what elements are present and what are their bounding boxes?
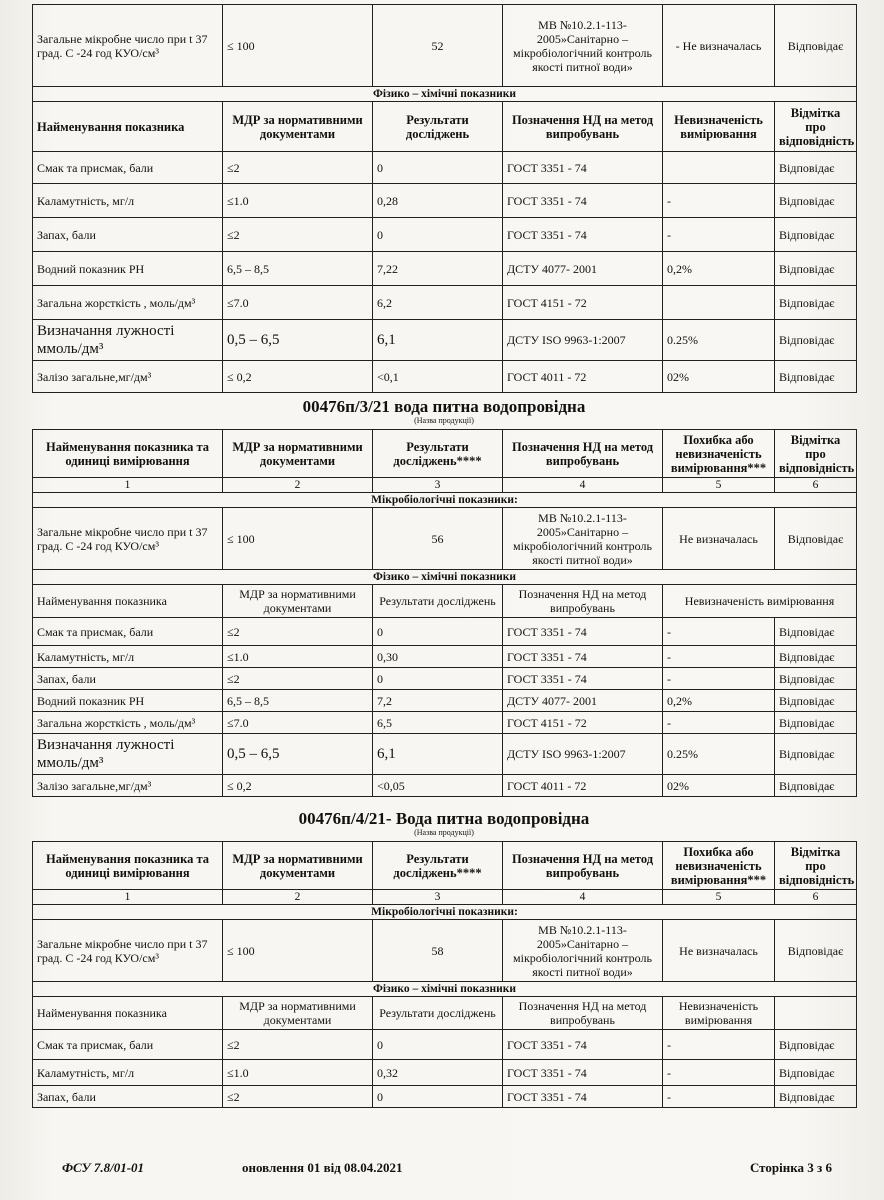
block1-table (32, 4, 857, 393)
table-row (33, 920, 857, 982)
cell: ДСТУ 4077- 2001 (503, 252, 663, 286)
cell: 0 (373, 618, 503, 646)
table-row (33, 152, 857, 184)
cell: Смак та присмак, бали (33, 152, 223, 184)
header-row (33, 430, 857, 478)
cell: ≤2 (223, 618, 373, 646)
cell: - (663, 646, 775, 668)
cell-result: 52 (373, 5, 503, 87)
cell: Відповідає (775, 712, 857, 734)
cell: 0,32 (373, 1060, 503, 1086)
cell: Відповідає (775, 734, 857, 775)
cell: Відповідає (775, 1030, 857, 1060)
header-cell: Результати досліджень (373, 102, 503, 152)
table-row (33, 1060, 857, 1086)
cell: - (663, 712, 775, 734)
cell: Запах, бали (33, 218, 223, 252)
cell-result: 56 (373, 508, 503, 570)
column-number: 4 (503, 890, 663, 905)
cell: 0,5 – 6,5 (223, 734, 373, 775)
cell: 6,1 (373, 320, 503, 361)
header-cell: Невизначеність вимірювання (663, 997, 775, 1030)
cell-result: 58 (373, 920, 503, 982)
cell: ГОСТ 3351 - 74 (503, 1030, 663, 1060)
cell: ≤2 (223, 218, 373, 252)
header-cell: Результати досліджень**** (373, 430, 503, 478)
header-row (33, 585, 857, 618)
cell: - (663, 184, 775, 218)
table-row (33, 734, 857, 775)
cell: Відповідає (775, 690, 857, 712)
cell: 6,5 (373, 712, 503, 734)
table-row (33, 361, 857, 393)
cell: Відповідає (775, 646, 857, 668)
cell: Відповідає (775, 1060, 857, 1086)
table-row (33, 286, 857, 320)
cell-name: Загальне мікробне число при t 37 град. С -24 год КУО/см³ (33, 920, 223, 982)
cell: ГОСТ 3351 - 74 (503, 618, 663, 646)
cell: ДСТУ ISO 9963-1:2007 (503, 320, 663, 361)
cell: Запах, бали (33, 1086, 223, 1108)
cell: Смак та присмак, бали (33, 1030, 223, 1060)
cell: - (663, 1086, 775, 1108)
table-row (33, 184, 857, 218)
cell: Каламутність, мг/л (33, 1060, 223, 1086)
cell: Відповідає (775, 668, 857, 690)
table-row (33, 690, 857, 712)
cell-name: Загальне мікробне число при t 37 град. С -24 год КУО/см³ (33, 508, 223, 570)
cell: ≤1.0 (223, 184, 373, 218)
product-title: 00476п/3/21 вода питна водопровідна (302, 397, 586, 416)
cell: 0,28 (373, 184, 503, 218)
form-code: ФСУ 7.8/01-01 (62, 1160, 145, 1175)
update-info: оновлення 01 від 08.04.2021 (242, 1160, 403, 1175)
cell: - (663, 1060, 775, 1086)
cell: 02% (663, 775, 775, 797)
column-number: 2 (223, 478, 373, 493)
cell-norm: ≤ 100 (223, 5, 373, 87)
table-row (33, 5, 857, 87)
cell-method: МВ №10.2.1-113-2005»Санітарно – мікробіологічний контроль якості питної води» (503, 508, 663, 570)
column-number: 1 (33, 890, 223, 905)
header-cell: Найменування показника (33, 102, 223, 152)
table-row (33, 218, 857, 252)
cell: ГОСТ 3351 - 74 (503, 184, 663, 218)
header-cell: Найменування показника (33, 585, 223, 618)
header-cell: Похибка або невизначеність вимірювання*** (663, 430, 775, 478)
product-subtitle: (Назва продукції) (414, 828, 474, 837)
header-cell: Позначення НД на метод випробувань (503, 102, 663, 152)
cell: ≤2 (223, 1086, 373, 1108)
header-cell: Результати досліджень (373, 585, 503, 618)
block2-table (32, 429, 857, 797)
cell: ≤7.0 (223, 712, 373, 734)
cell: Смак та присмак, бали (33, 618, 223, 646)
column-number: 5 (663, 890, 775, 905)
cell: ГОСТ 3351 - 74 (503, 152, 663, 184)
table-row (33, 1086, 857, 1108)
cell: Визначання лужності ммоль/дм³ (33, 734, 223, 775)
cell: 0 (373, 152, 503, 184)
section-heading: Мікробіологічні показники: (33, 905, 857, 920)
cell: ≤ 0,2 (223, 775, 373, 797)
column-numbers-row (33, 890, 857, 905)
cell: ГОСТ 3351 - 74 (503, 668, 663, 690)
cell: Залізо загальне,мг/дм³ (33, 775, 223, 797)
header-cell: Найменування показника та одиниці вимірювання (33, 430, 223, 478)
column-number: 4 (503, 478, 663, 493)
cell: ГОСТ 3351 - 74 (503, 1060, 663, 1086)
cell: 02% (663, 361, 775, 393)
cell: ≤ 0,2 (223, 361, 373, 393)
header-cell: Найменування показника (33, 997, 223, 1030)
cell-norm: ≤ 100 (223, 508, 373, 570)
column-number: 6 (775, 890, 857, 905)
cell: 0.25% (663, 734, 775, 775)
cell: ≤2 (223, 1030, 373, 1060)
cell: ≤2 (223, 152, 373, 184)
column-numbers-row (33, 478, 857, 493)
header-cell: Відмітка про відповідність (775, 430, 857, 478)
cell: ГОСТ 4011 - 72 (503, 775, 663, 797)
table-row (33, 320, 857, 361)
cell: Відповідає (775, 320, 857, 361)
header-cell: Найменування показника та одиниці вимірювання (33, 842, 223, 890)
column-number: 6 (775, 478, 857, 493)
section-heading: Фізико – хімічні показники (33, 982, 857, 997)
header-cell: Похибка або невизначеність вимірювання*** (663, 842, 775, 890)
header-cell: Відмітка про відповідність (775, 842, 857, 890)
header-cell: Позначення НД на метод випробувань (503, 997, 663, 1030)
section-heading: Мікробіологічні показники: (33, 493, 857, 508)
cell (663, 152, 775, 184)
header-cell: МДР за нормативними документами (223, 997, 373, 1030)
cell: ГОСТ 3351 - 74 (503, 646, 663, 668)
cell: 0,5 – 6,5 (223, 320, 373, 361)
cell: 0.25% (663, 320, 775, 361)
page-number: Сторінка 3 з 6 (749, 1160, 832, 1175)
column-number: 3 (373, 478, 503, 493)
cell: ГОСТ 3351 - 74 (503, 1086, 663, 1108)
cell: ≤1.0 (223, 646, 373, 668)
table-row (33, 712, 857, 734)
cell: Залізо загальне,мг/дм³ (33, 361, 223, 393)
column-number: 1 (33, 478, 223, 493)
header-row (33, 102, 857, 152)
cell: Відповідає (775, 152, 857, 184)
cell: 0 (373, 218, 503, 252)
cell: Відповідає (775, 218, 857, 252)
header-cell: Позначення НД на метод випробувань (503, 430, 663, 478)
header-cell: МДР за нормативними документами (223, 842, 373, 890)
table-row (33, 775, 857, 797)
header-cell: Невизначеність вимірювання (663, 585, 857, 618)
cell: Запах, бали (33, 668, 223, 690)
table-row (33, 508, 857, 570)
cell: - (663, 668, 775, 690)
table-row (33, 618, 857, 646)
cell: Відповідає (775, 361, 857, 393)
header-cell: Позначення НД на метод випробувань (503, 842, 663, 890)
cell: - (663, 1030, 775, 1060)
cell: Відповідає (775, 252, 857, 286)
cell: 6,5 – 8,5 (223, 690, 373, 712)
header-cell: МДР за нормативними документами (223, 430, 373, 478)
cell: 6,5 – 8,5 (223, 252, 373, 286)
table-row (33, 646, 857, 668)
column-number: 2 (223, 890, 373, 905)
header-row (33, 997, 857, 1030)
cell: Каламутність, мг/л (33, 646, 223, 668)
page-footer (62, 1160, 832, 1182)
cell: ДСТУ ISO 9963-1:2007 (503, 734, 663, 775)
cell-uncertainty: Не визначалась (663, 508, 775, 570)
cell-conformity: Відповідає (775, 920, 857, 982)
cell: 0,30 (373, 646, 503, 668)
cell: ≤1.0 (223, 1060, 373, 1086)
cell-uncertainty: Не визначалась (663, 920, 775, 982)
cell: 7,2 (373, 690, 503, 712)
cell: 6,1 (373, 734, 503, 775)
cell-method: МВ №10.2.1-113-2005»Санітарно – мікробіологічний контроль якості питної води» (503, 5, 663, 87)
cell-conformity: Відповідає (775, 508, 857, 570)
cell: Відповідає (775, 1086, 857, 1108)
cell (663, 286, 775, 320)
cell: Водний показник РН (33, 690, 223, 712)
header-cell: Невизначеність вимірювання (663, 102, 775, 152)
cell: 0 (373, 668, 503, 690)
cell-conformity: Відповідає (775, 5, 857, 87)
header-cell: Позначення НД на метод випробувань (503, 585, 663, 618)
cell: Відповідає (775, 775, 857, 797)
report-sheet (32, 4, 856, 1108)
cell: ≤7.0 (223, 286, 373, 320)
header-cell (775, 997, 857, 1030)
cell: - (663, 218, 775, 252)
table-row (33, 252, 857, 286)
cell: <0,1 (373, 361, 503, 393)
table-row (33, 668, 857, 690)
cell-name: Загальне мікробне число при t 37 град. С -24 год КУО/см³ (33, 5, 223, 87)
cell: 0,2% (663, 252, 775, 286)
header-cell: Результати досліджень (373, 997, 503, 1030)
product-subtitle: (Назва продукції) (414, 416, 474, 425)
header-cell: Результати досліджень**** (373, 842, 503, 890)
section-heading: Фізико – хімічні показники (33, 87, 857, 102)
cell: Відповідає (775, 618, 857, 646)
cell: ≤2 (223, 668, 373, 690)
cell-uncertainty: - Не визначалась (663, 5, 775, 87)
cell: Відповідає (775, 286, 857, 320)
column-number: 3 (373, 890, 503, 905)
cell: ГОСТ 4151 - 72 (503, 286, 663, 320)
cell: Загальна жорсткість , моль/дм³ (33, 712, 223, 734)
cell: 0 (373, 1030, 503, 1060)
cell: <0,05 (373, 775, 503, 797)
cell: ГОСТ 4011 - 72 (503, 361, 663, 393)
product-title: 00476п/4/21- Вода питна водопровідна (298, 809, 590, 828)
header-row (33, 842, 857, 890)
cell: 0 (373, 1086, 503, 1108)
section-heading: Фізико – хімічні показники (33, 570, 857, 585)
cell: 7,22 (373, 252, 503, 286)
cell: Відповідає (775, 184, 857, 218)
cell: Водний показник РН (33, 252, 223, 286)
header-cell: МДР за нормативними документами (223, 585, 373, 618)
cell: Визначання лужності ммоль/дм³ (33, 320, 223, 361)
table-row (33, 1030, 857, 1060)
cell: 0,2% (663, 690, 775, 712)
column-number: 5 (663, 478, 775, 493)
header-cell: МДР за нормативними документами (223, 102, 373, 152)
cell: ГОСТ 3351 - 74 (503, 218, 663, 252)
cell: - (663, 618, 775, 646)
header-cell: Відмітка про відповідність (775, 102, 857, 152)
cell: Каламутність, мг/л (33, 184, 223, 218)
cell: 6,2 (373, 286, 503, 320)
cell: Загальна жорсткість , моль/дм³ (33, 286, 223, 320)
cell: ГОСТ 4151 - 72 (503, 712, 663, 734)
cell-norm: ≤ 100 (223, 920, 373, 982)
cell: ДСТУ 4077- 2001 (503, 690, 663, 712)
cell-method: МВ №10.2.1-113-2005»Санітарно – мікробіологічний контроль якості питної води» (503, 920, 663, 982)
block3-table (32, 841, 857, 1108)
